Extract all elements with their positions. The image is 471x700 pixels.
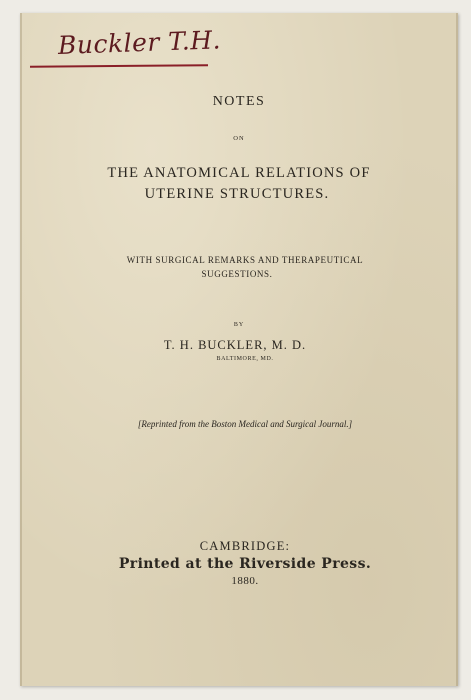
title-on: ON (233, 135, 245, 142)
subtitle-line-2: SUGGESTIONS. (201, 269, 273, 279)
title-line-2: UTERINE STRUCTURES. (144, 186, 330, 202)
imprint-printer: Printed at the Riverside Press. (118, 556, 372, 572)
title-line-1: THE ANATOMICAL RELATIONS OF (107, 165, 371, 181)
subtitle-line-1: WITH SURGICAL REMARKS AND THERAPEUTICAL (126, 255, 364, 265)
pamphlet-cover (20, 13, 458, 686)
title-notes: NOTES (212, 94, 266, 109)
reprint-note: [Reprinted from the Boston Medical and Surgical Journal.] (137, 419, 353, 429)
imprint-city: CAMBRIDGE: (199, 539, 291, 553)
author-place: BALTIMORE, MD. (216, 356, 274, 362)
by-label: BY (233, 322, 245, 328)
signature-underline (30, 64, 208, 68)
author-name: T. H. BUCKLER, M. D. (163, 338, 307, 352)
imprint-year: 1880. (231, 575, 259, 587)
handwritten-signature: Buckler T.H. (57, 25, 222, 60)
